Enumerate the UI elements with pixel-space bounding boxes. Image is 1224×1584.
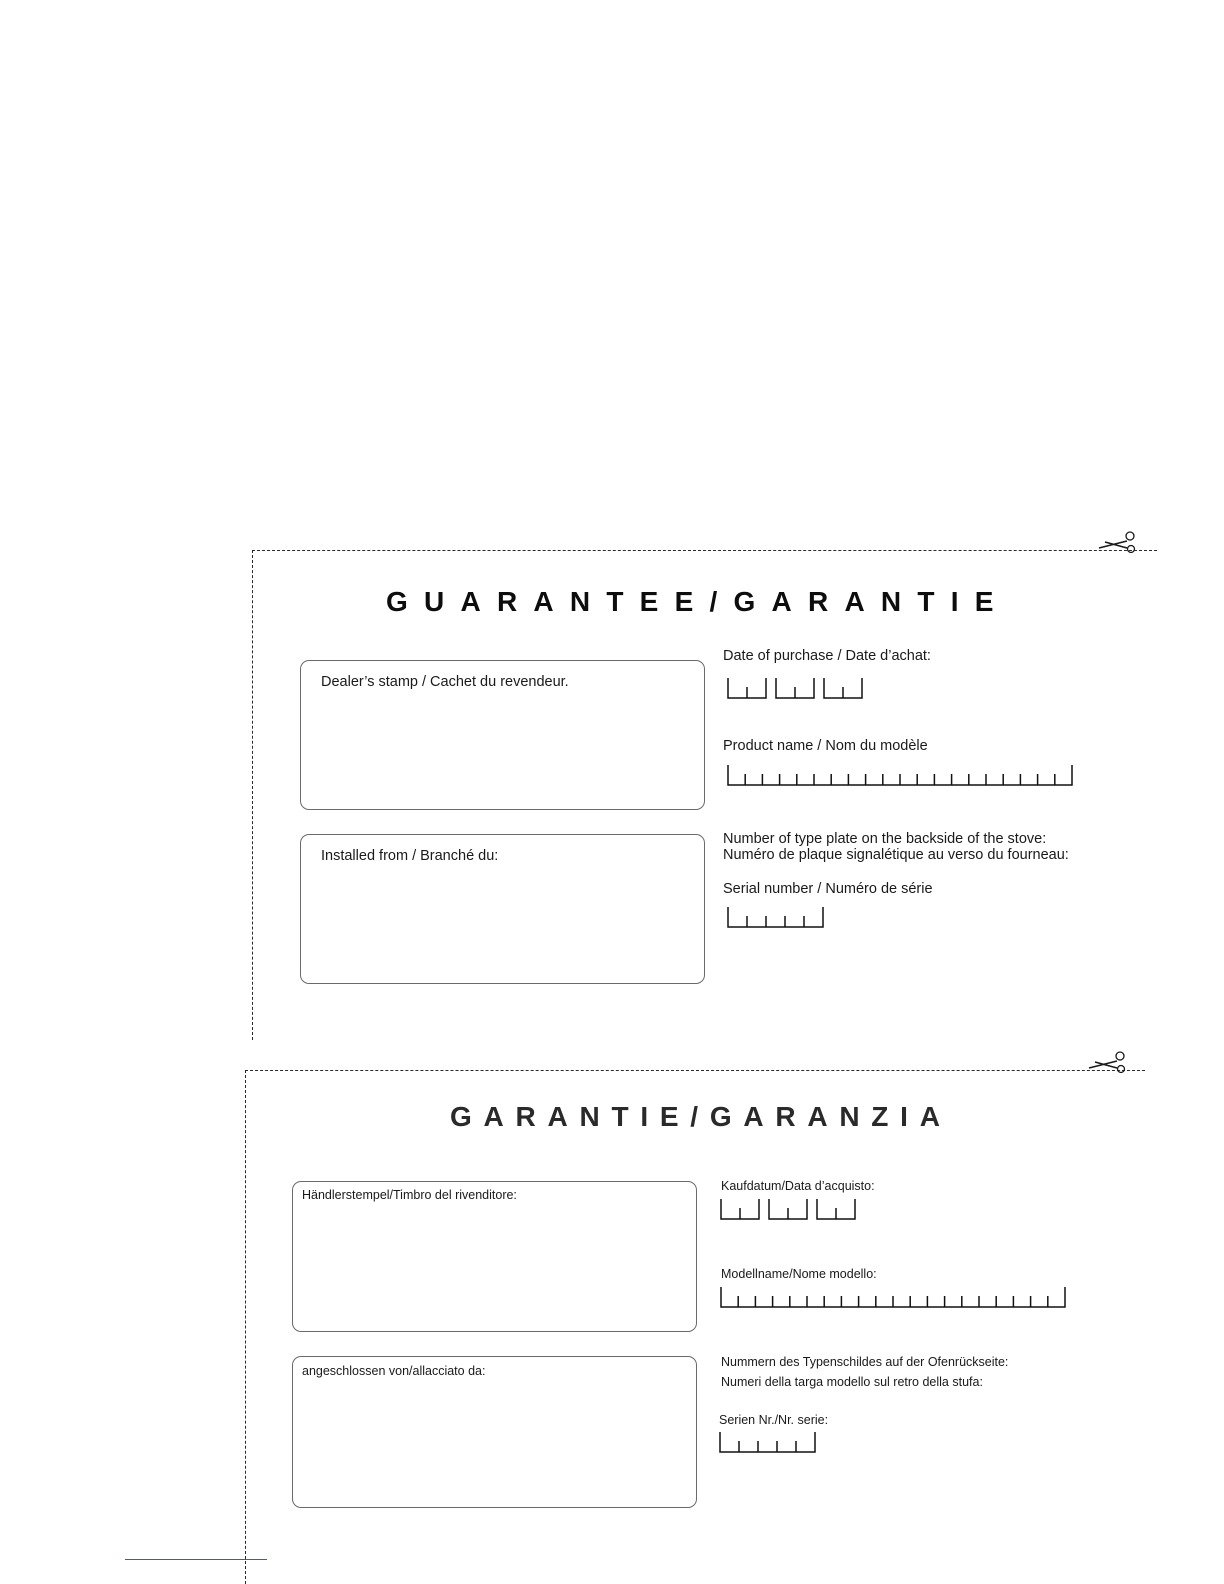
product-name-label: Modellname/Nome modello: (721, 1267, 877, 1281)
product-name-label: Product name / Nom du modèle (723, 738, 928, 754)
type-plate-label-line2: Numeri della targa modello sul retro della stufa: (721, 1375, 983, 1389)
dealer-stamp-label: Händlerstempel/Timbro del rivenditore: (302, 1188, 517, 1202)
dealer-stamp-label: Dealer’s stamp / Cachet du revendeur. (321, 674, 569, 690)
installed-from-label: angeschlossen von/allacciato da: (302, 1364, 486, 1378)
type-plate-label-line1: Nummern des Typenschildes auf der Ofenrückseite: (721, 1355, 1009, 1369)
input-cell-group[interactable] (769, 1199, 807, 1219)
footnote-separator-line (125, 1559, 267, 1560)
type-plate-label-line1: Number of type plate on the backside of the stove: (723, 831, 1047, 847)
serial-number-cells[interactable] (719, 1432, 819, 1454)
type-plate-label-line2: Numéro de plaque signalétique au verso du fourneau: (723, 847, 1069, 863)
cut-line-left (245, 1070, 246, 1584)
dealer-stamp-box[interactable] (292, 1181, 697, 1332)
serial-number-label: Serien Nr./Nr. serie: (719, 1413, 829, 1427)
input-cell-group[interactable] (721, 1199, 759, 1219)
input-cell-group[interactable] (817, 1199, 855, 1219)
date-of-purchase-cells[interactable] (720, 1199, 860, 1221)
serial-number-label: Serial number / Numéro de série (723, 881, 933, 897)
product-name-cells[interactable] (720, 1287, 1070, 1309)
card-title: GARANTIE/GARANZIA (450, 1101, 952, 1132)
installed-from-label: Installed from / Branché du: (321, 848, 499, 864)
installed-from-box[interactable] (292, 1356, 697, 1508)
date-of-purchase-label: Date of purchase / Date d’achat: (723, 648, 931, 664)
input-cell-group[interactable] (721, 1287, 1065, 1307)
date-of-purchase-label: Kaufdatum/Data d’acquisto: (721, 1179, 875, 1193)
cut-line-top (245, 1070, 1145, 1071)
card-title: GUARANTEE/GARANTIE (386, 586, 1010, 617)
scissors-icon (1087, 1046, 1127, 1074)
input-cell-group[interactable] (720, 1432, 815, 1452)
